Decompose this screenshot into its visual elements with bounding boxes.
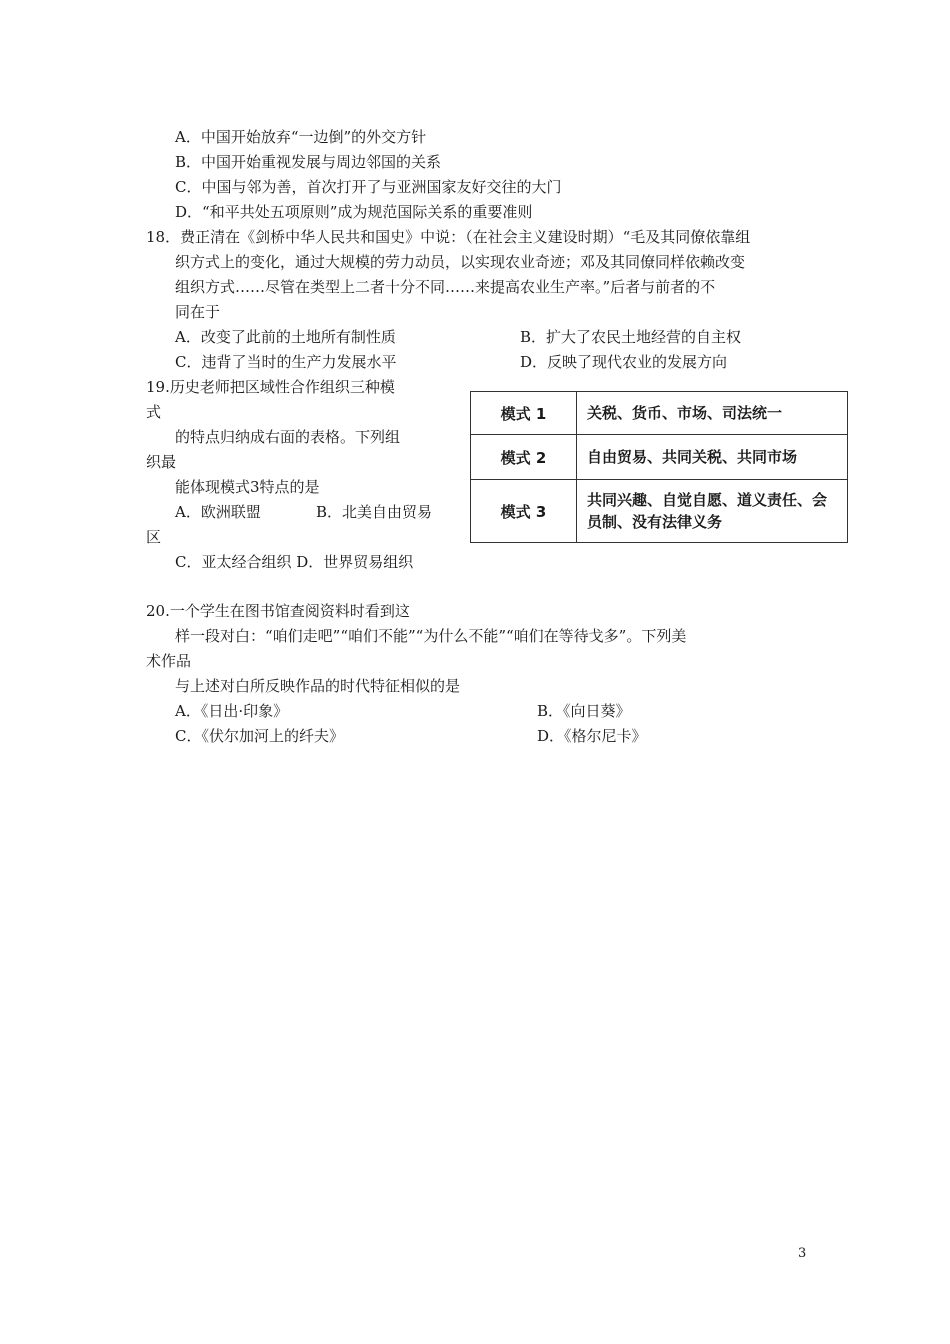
q19-option-a: A．欧洲联盟 <box>175 503 261 521</box>
page-number: 3 <box>798 1246 807 1261</box>
q19-option-c-d: C．亚太经合组织 D．世界贸易组织 <box>175 553 414 571</box>
q19-stem-line-1: 19.历史老师把区域性合作组织三种模 <box>146 378 395 396</box>
q19-stem-line-4: 织最 <box>146 453 177 471</box>
q20-stem-line-4: 与上述对白所反映作品的时代特征相似的是 <box>175 677 461 695</box>
mode-value-1: 关税、货币、市场、司法统一 <box>587 404 783 422</box>
q18-stem-line-2: 织方式上的变化，通过大规模的劳力动员，以实现农业奇迹；邓及其同僚同样依赖改变 <box>175 253 746 271</box>
q20-option-c: C．《伏尔加河上的纤夫》 <box>175 727 344 745</box>
mode-row-2 <box>471 435 847 480</box>
mode-value-2: 自由贸易、共同关税、共同市场 <box>587 448 798 466</box>
q18-option-d: D．反映了现代农业的发展方向 <box>520 353 728 371</box>
q17-option-c: C．中国与邻为善，首次打开了与亚洲国家友好交往的大门 <box>175 178 562 196</box>
q19-stem-line-2: 式 <box>146 403 162 421</box>
q19-stem-line-3: 的特点归纳成右面的表格。下列组 <box>175 428 401 446</box>
q19-stem-line-5: 能体现模式3特点的是 <box>175 478 320 496</box>
mode-label-3: 模式 3 <box>471 480 577 542</box>
mode-value-3: 共同兴趣、自觉自愿、道义责任、会员制、没有法律义务 <box>587 491 828 531</box>
q18-option-a: A．改变了此前的土地所有制性质 <box>175 328 396 346</box>
mode-table <box>470 391 848 543</box>
q17-option-d: D．“和平共处五项原则”成为规范国际关系的重要准则 <box>175 203 533 221</box>
q18-option-b: B．扩大了农民土地经营的自主权 <box>520 328 742 346</box>
q19-option-b: B．北美自由贸易 <box>316 503 433 521</box>
q20-option-b: B．《向日葵》 <box>537 702 631 720</box>
q19-option-b-wrap: 区 <box>146 528 162 546</box>
q18-stem-line-4: 同在于 <box>175 303 221 321</box>
q20-stem-line-2: 样一段对白：“咱们走吧”“咱们不能”“为什么不能”“咱们在等待戈多”。下列美 <box>175 627 687 645</box>
q18-stem-line-1: 18．费正清在《剑桥中华人民共和国史》中说：（在社会主义建设时期）“毛及其同僚依靠组 <box>146 228 751 246</box>
q17-option-b: B．中国开始重视发展与周边邻国的关系 <box>175 153 442 171</box>
mode-label-1: 模式 1 <box>471 392 577 434</box>
mode-row-3 <box>471 480 847 542</box>
q20-option-a: A．《日出·印象》 <box>175 702 289 720</box>
q18-option-c: C．违背了当时的生产力发展水平 <box>175 353 397 371</box>
mode-row-1 <box>471 392 847 435</box>
q20-stem-line-1: 20.一个学生在图书馆查阅资料时看到这 <box>146 602 410 620</box>
q18-stem-line-3: 组织方式……尽管在类型上二者十分不同……来提高农业生产率。”后者与前者的不 <box>175 278 716 296</box>
mode-label-2: 模式 2 <box>471 435 577 479</box>
q20-stem-line-3: 术作品 <box>146 652 192 670</box>
q20-option-d: D．《格尔尼卡》 <box>537 727 647 745</box>
q17-option-a: A．中国开始放弃“一边倒”的外交方针 <box>175 128 427 146</box>
